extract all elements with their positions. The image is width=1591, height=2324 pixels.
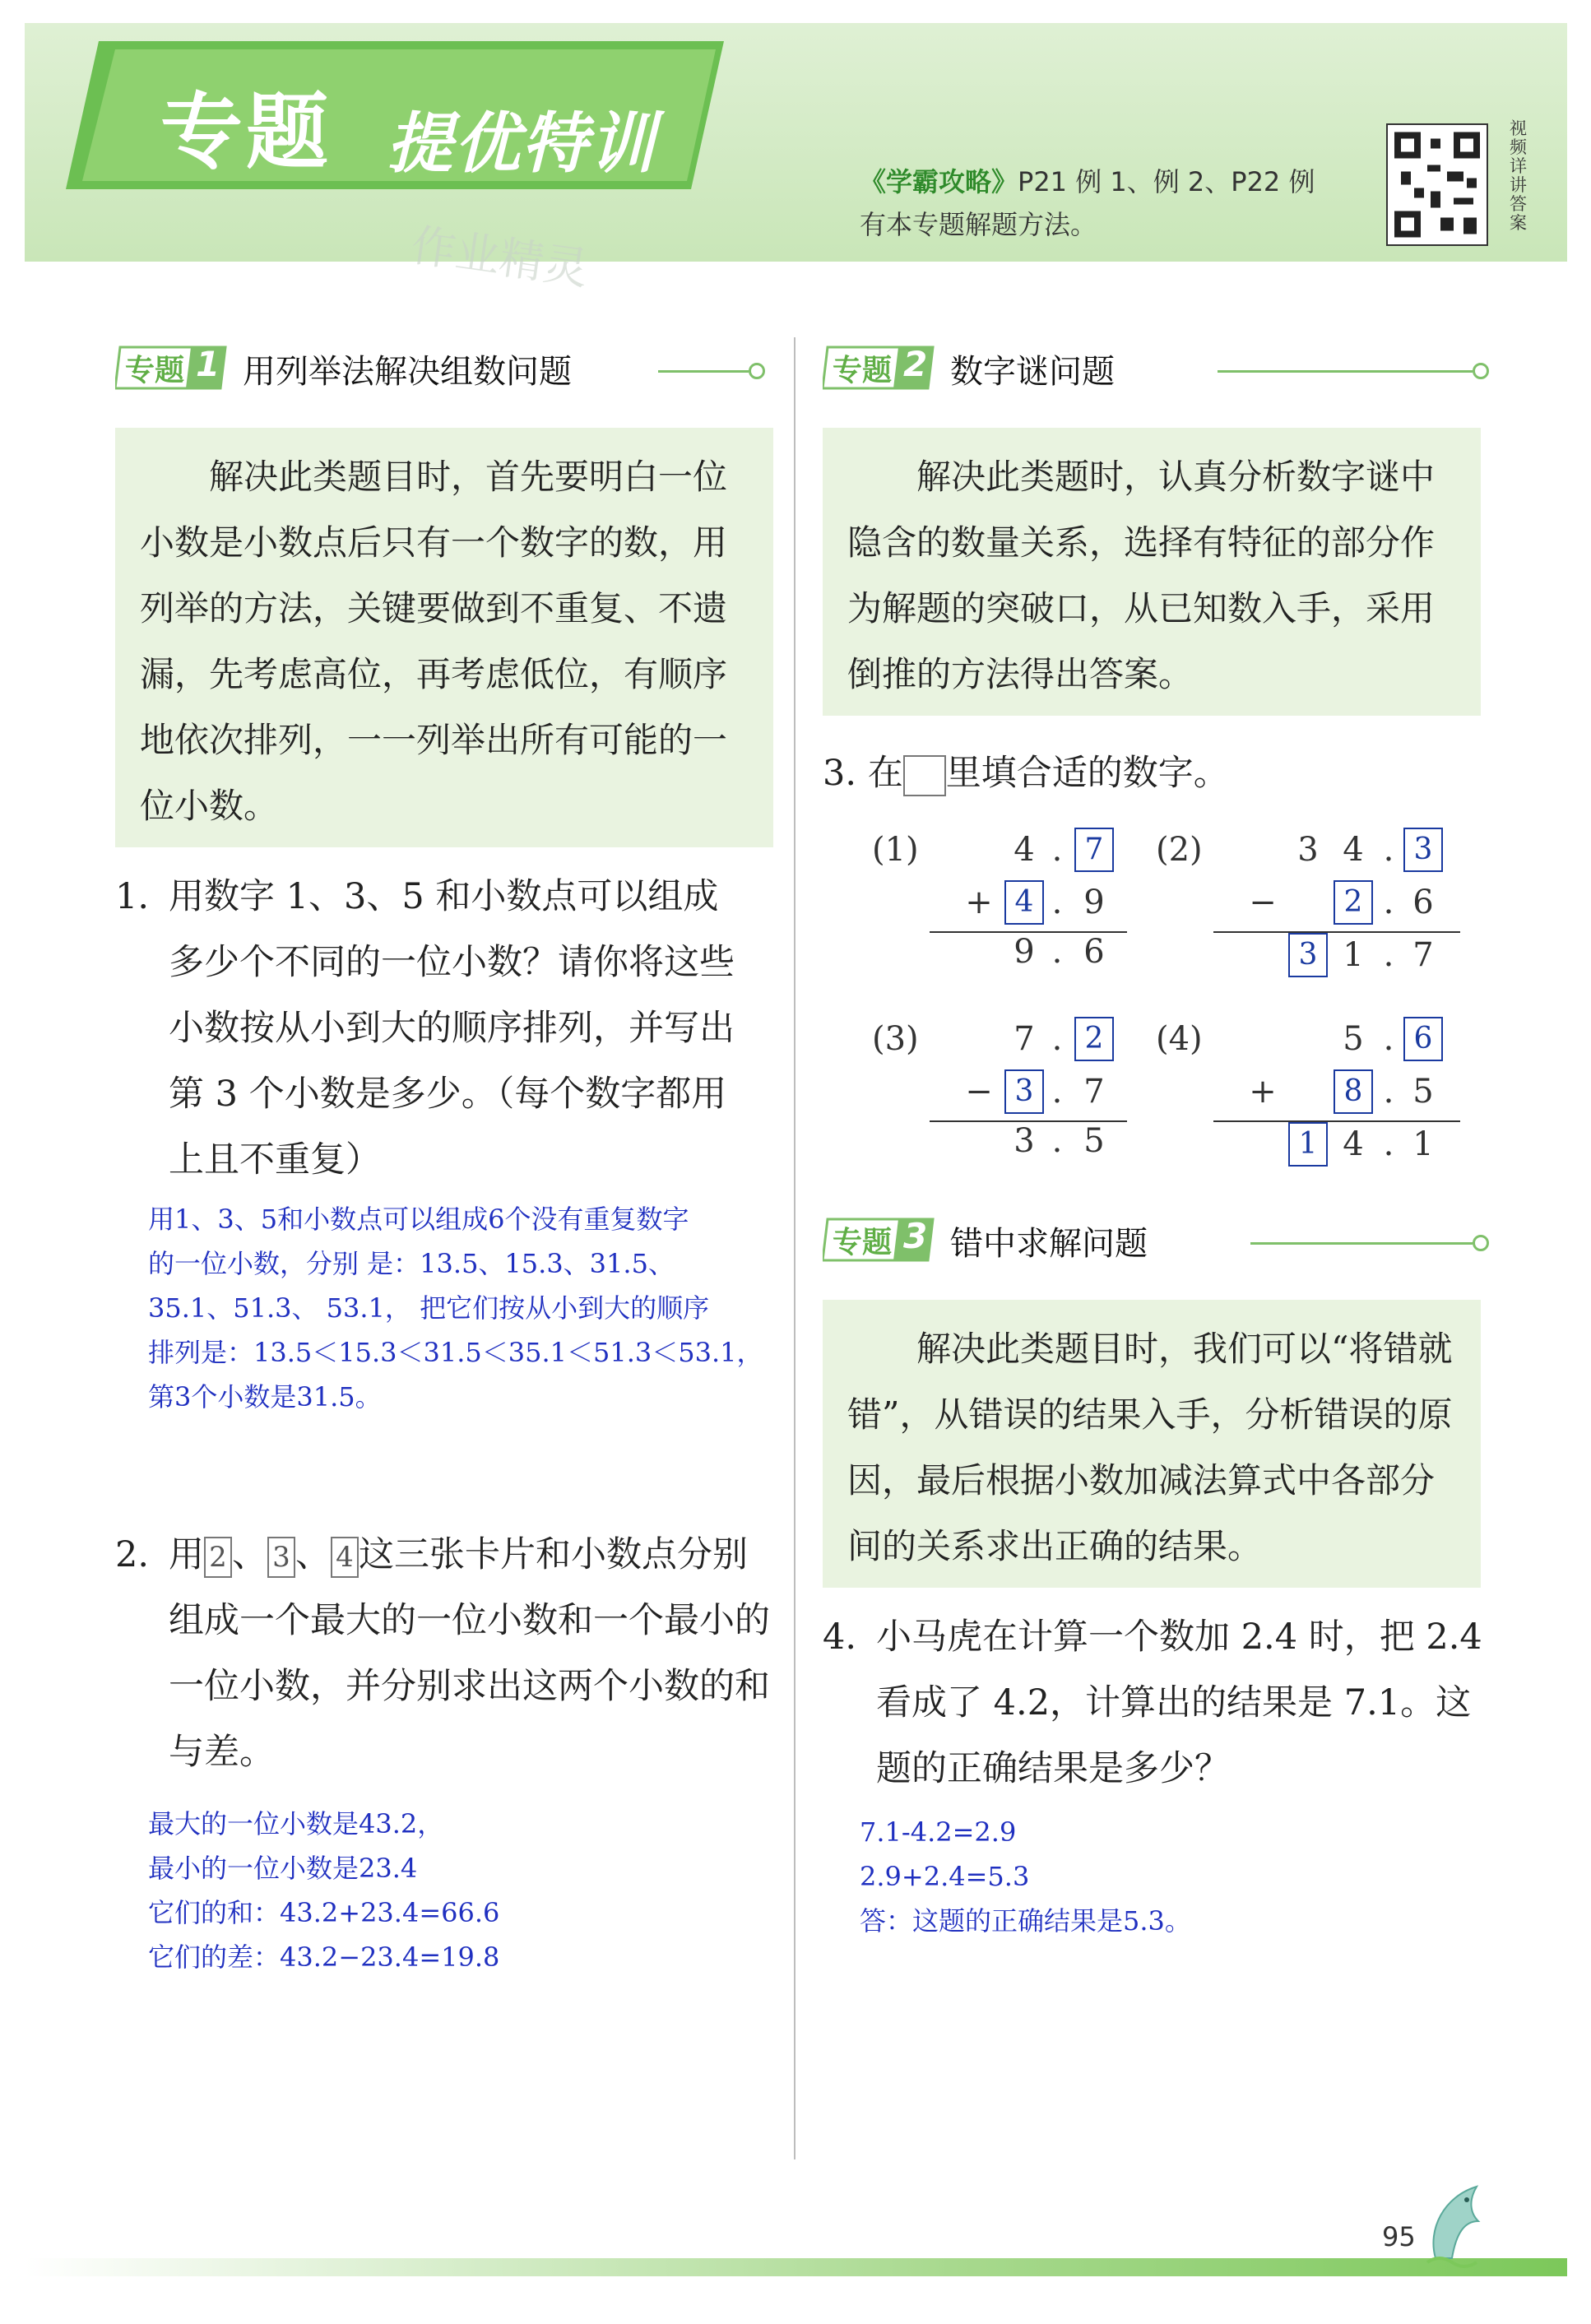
eq-digit: 9: [1014, 933, 1035, 971]
topic2-rule: [1218, 370, 1473, 373]
question-4-answer[interactable]: [860, 1810, 1485, 1943]
topic3-badge-label: 专题: [833, 1226, 893, 1259]
blank-box-example: [903, 755, 946, 796]
answer-box[interactable]: 1: [1288, 1122, 1328, 1167]
answer-box[interactable]: 7: [1074, 828, 1114, 872]
answer-line: 7.1-4.2=2.9: [860, 1816, 1017, 1848]
eq-digit: 6: [1083, 933, 1105, 971]
reference-brand: 《学霸攻略》: [860, 166, 1018, 197]
eq-digit: 9: [1083, 884, 1105, 921]
eq-dot: .: [1383, 884, 1394, 921]
eq-dot: .: [1051, 1020, 1063, 1058]
answer-line: 的一位小数，分别 是：13.5、15.3、31.5、: [148, 1248, 675, 1279]
reference-line2: 有本专题解题方法。: [860, 209, 1097, 240]
eq-digit: 4: [1343, 1125, 1364, 1163]
topic2-title: 数字谜问题: [950, 353, 1115, 391]
topic1-intro: 解决此类题目时，首先要明白一位小数是小数点后只有一个数字的数，用列举的方法，关键要做到不重复、不遗漏，先考虑高位，再考虑低位，有顺序地依次排列，一一列举出所有可能的一位小数。: [115, 428, 773, 847]
eq-dot: .: [1051, 1073, 1063, 1111]
answer-box[interactable]: 2: [1334, 880, 1373, 925]
topic3-title: 错中求解问题: [950, 1225, 1148, 1263]
answer-line: 它们的和：43.2+23.4=66.6: [148, 1897, 500, 1928]
answer-box[interactable]: 3: [1403, 828, 1443, 872]
answer-box[interactable]: 2: [1074, 1017, 1114, 1061]
eq-digit: 5: [1343, 1020, 1364, 1058]
eq-rule: [1213, 1120, 1460, 1122]
topic3-intro: 解决此类题目时，我们可以“将错就错”，从错误的结果入手，分析错误的原因，最后根据小数加减法算式中各部分间的关系求出正确的结果。: [823, 1300, 1481, 1588]
question-2-number: 2.: [115, 1534, 150, 1575]
eq-label: (3): [872, 1020, 919, 1058]
column-divider: [794, 337, 796, 2159]
page-number: 95: [1382, 2221, 1416, 2252]
topic2-badge-label: 专题: [833, 354, 893, 387]
answer-box[interactable]: 3: [1288, 933, 1328, 977]
qr-label: 视频详讲答案: [1510, 118, 1527, 233]
question-3-number: 3.: [823, 753, 857, 794]
question-2-sep: 、: [232, 1534, 267, 1575]
qr-code-icon[interactable]: [1386, 123, 1488, 246]
eq-dot: .: [1383, 1125, 1394, 1163]
eq-digit: 7: [1083, 1073, 1105, 1111]
equation-4: [1156, 1020, 1485, 1185]
eq-dot: .: [1051, 933, 1063, 971]
reference-line1: P21 例 1、例 2、P22 例: [1018, 166, 1315, 197]
answer-line: 35.1、51.3、 53.1， 把它们按从小到大的顺序: [148, 1292, 710, 1324]
eq-digit: 3: [1014, 1122, 1035, 1160]
equation-2: [1156, 831, 1485, 995]
topic3-dot: [1473, 1235, 1489, 1251]
answer-box[interactable]: 8: [1334, 1069, 1373, 1114]
eq-operator: +: [965, 884, 993, 921]
topic3-rule: [1250, 1242, 1473, 1245]
eq-rule: [1213, 931, 1460, 933]
question-3: [823, 740, 1481, 806]
topic1-title: 用列举法解决组数问题: [243, 353, 572, 391]
eq-dot: .: [1051, 1122, 1063, 1160]
topic3-number: 3: [903, 1216, 928, 1256]
eq-digit: 7: [1014, 1020, 1035, 1058]
topic3-heading: [823, 1209, 1505, 1267]
question-1-text: 用数字 1、3、5 和小数点可以组成多少个不同的一位小数？请你将这些小数按从小到大的顺序排列，并写出第 3 个小数是多少。（每个数字都用上且不重复）: [169, 876, 735, 1181]
question-2-text: [169, 1522, 777, 1785]
topic2-heading: [823, 337, 1505, 395]
answer-line: 排列是：13.5＜15.3＜31.5＜35.1＜51.3＜53.1，: [148, 1337, 763, 1368]
eq-dot: .: [1383, 1020, 1394, 1058]
watermark: 作业精灵: [408, 219, 591, 295]
footer-band: [25, 2258, 1567, 2276]
topic1-badge-label: 专题: [125, 354, 185, 387]
card-3: 3: [267, 1537, 295, 1578]
eq-dot: .: [1383, 831, 1394, 869]
eq-digit: 5: [1412, 1073, 1434, 1111]
question-3-pre: 在: [867, 753, 903, 794]
answer-line: 第3个小数是31.5。: [148, 1381, 382, 1412]
eq-digit: 7: [1412, 936, 1434, 974]
topic1-rule: [658, 370, 749, 373]
eq-dot: .: [1051, 884, 1063, 921]
answer-line: 最小的一位小数是23.4: [148, 1853, 418, 1884]
topic2-intro: 解决此类题时，认真分析数字谜中隐含的数量关系，选择有特征的部分作为解题的突破口，从已知数入手，采用倒推的方法得出答案。: [823, 428, 1481, 716]
answer-line: 答：这题的正确结果是5.3。: [860, 1905, 1191, 1937]
question-1-answer[interactable]: [148, 1197, 790, 1419]
answer-line: 2.9+2.4=5.3: [860, 1861, 1030, 1892]
eq-digit: 4: [1014, 831, 1035, 869]
answer-box[interactable]: 3: [1004, 1069, 1044, 1114]
question-4-text: 小马虎在计算一个数加 2.4 时，把 2.4 看成了 4.2，计算出的结果是 7.1。这题的正确结果是多少？: [876, 1617, 1482, 1789]
answer-box[interactable]: 6: [1403, 1017, 1443, 1061]
question-3-post: 里填合适的数字。: [945, 753, 1229, 794]
equation-3: [872, 1020, 1135, 1185]
eq-digit: 5: [1083, 1122, 1105, 1160]
topic2-number: 2: [903, 344, 928, 384]
eq-operator: +: [1249, 1073, 1277, 1111]
topic1-number: 1: [196, 344, 220, 384]
eq-label: (2): [1156, 831, 1203, 869]
question-4-number: 4.: [823, 1617, 857, 1658]
question-2-post: 这三张卡片和小数点分别: [359, 1534, 748, 1575]
equation-1: [872, 831, 1135, 995]
answer-box[interactable]: 4: [1004, 880, 1044, 925]
answer-line: 用1、3、5和小数点可以组成6个没有重复数字: [148, 1204, 689, 1235]
reference-note: [860, 160, 1315, 246]
eq-operator: −: [1249, 884, 1277, 921]
page-title-main: 专题: [160, 84, 332, 180]
eq-digit: 1: [1412, 1125, 1434, 1163]
eq-label: (1): [872, 831, 919, 869]
eq-digit: 6: [1412, 884, 1434, 921]
card-2: 2: [204, 1537, 232, 1578]
question-2-rest: 组成一个最大的一位小数和一个最小的一位小数，并分别求出这两个小数的和与差。: [169, 1600, 770, 1773]
eq-dot: .: [1383, 936, 1394, 974]
answer-line: 它们的差：43.2−23.4=19.8: [148, 1941, 500, 1973]
question-1-number: 1.: [115, 876, 150, 917]
topic1-dot: [749, 363, 765, 379]
page-title-sub: 提优特训: [387, 105, 656, 182]
answer-line: 最大的一位小数是43.2，: [148, 1808, 444, 1839]
card-4: 4: [331, 1537, 359, 1578]
question-2-pre: 用: [169, 1534, 204, 1575]
eq-dot: .: [1383, 1073, 1394, 1111]
dolphin-icon: [1419, 2180, 1493, 2271]
question-2-answer[interactable]: [148, 1802, 790, 1979]
eq-digit: 4: [1343, 831, 1364, 869]
eq-dot: .: [1051, 831, 1063, 869]
eq-operator: −: [965, 1073, 993, 1111]
eq-digit: 3: [1297, 831, 1319, 869]
topic2-dot: [1473, 363, 1489, 379]
eq-label: (4): [1156, 1020, 1203, 1058]
topic1-heading: [115, 337, 773, 395]
question-2-sep: 、: [295, 1534, 331, 1575]
eq-digit: 1: [1343, 936, 1364, 974]
